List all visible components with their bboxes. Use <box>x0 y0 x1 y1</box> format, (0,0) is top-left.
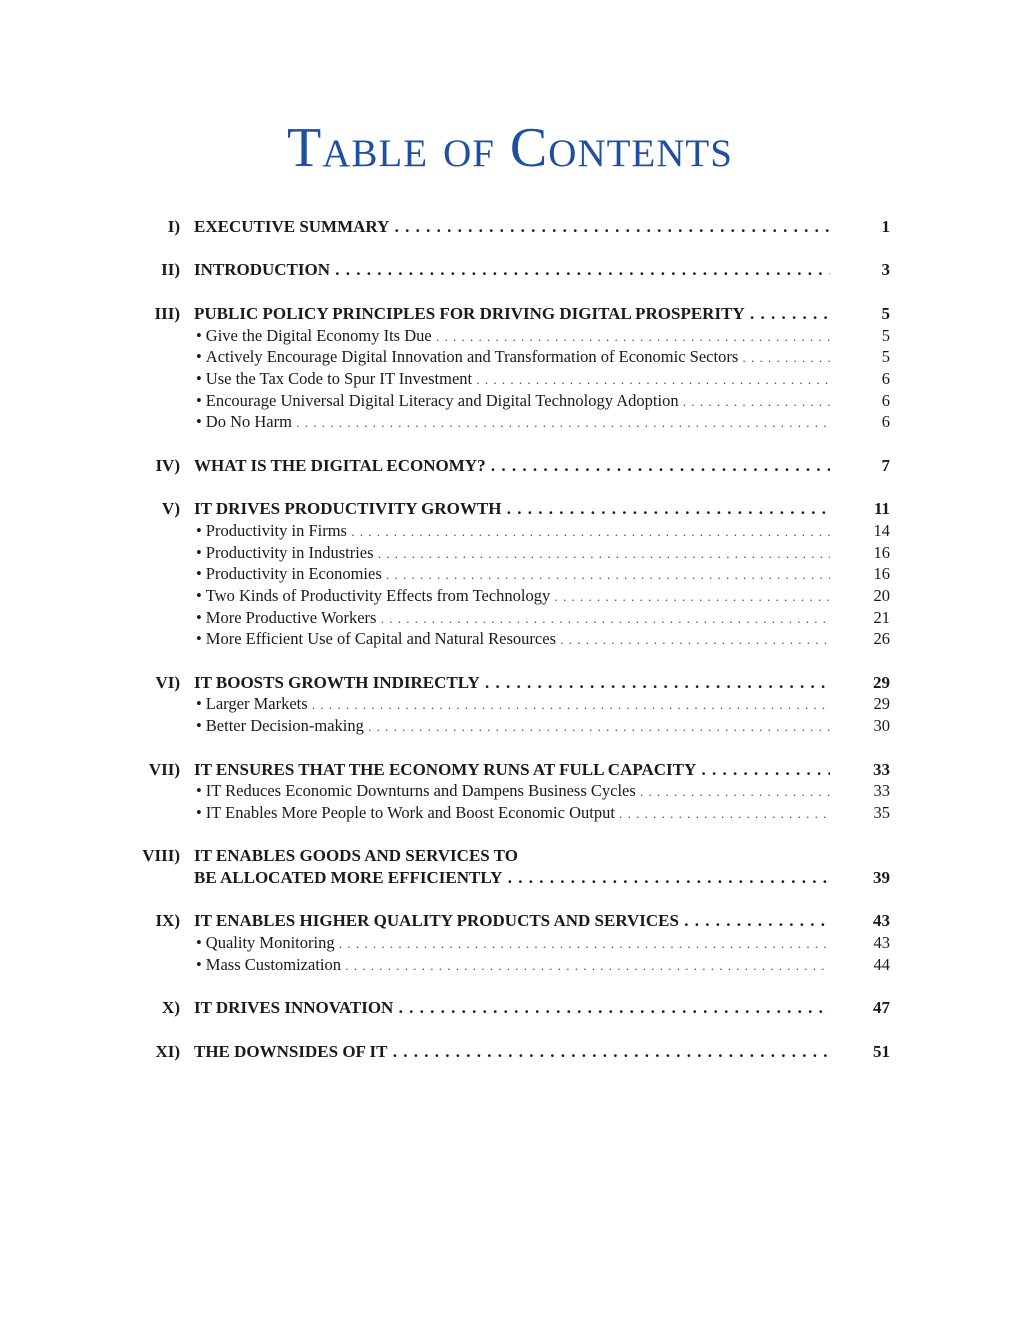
subentry-page-number: 6 <box>881 412 890 432</box>
subentry-page-number: 5 <box>881 347 890 367</box>
subentry-label: IT Reduces Economic Downturns and Dampens Business Cycles <box>205 781 636 801</box>
section-page-number: 1 <box>881 217 890 236</box>
subentry-page-number: 33 <box>873 781 890 801</box>
toc-subentry[interactable] <box>0 628 1020 650</box>
subentry-label: Use the Tax Code to Spur IT Investment <box>205 368 473 388</box>
subentry-title <box>196 520 830 543</box>
section-title <box>194 216 830 238</box>
toc-subentry[interactable] <box>0 954 1020 976</box>
bullet-icon: • <box>196 802 202 822</box>
section-label: INTRODUCTION <box>194 260 331 280</box>
section-number: VII) <box>148 759 180 779</box>
section-page-number: 47 <box>873 998 890 1018</box>
subentry-page-number: 5 <box>881 325 890 345</box>
toc-subentry[interactable] <box>0 585 1020 607</box>
subentry-title <box>196 563 830 586</box>
subentry-title <box>196 693 830 716</box>
toc-section[interactable] <box>0 455 1020 477</box>
subentry-title <box>196 954 830 977</box>
subentry-title <box>196 346 830 369</box>
section-label: IT ENABLES GOODS AND SERVICES TO <box>194 846 518 866</box>
toc-section[interactable] <box>0 1041 1020 1063</box>
section-page-number: 29 <box>873 672 890 692</box>
toc-section-continued[interactable] <box>0 867 1020 889</box>
subentry-label: Give the Digital Economy Its Due <box>205 325 432 345</box>
section-label: IT DRIVES PRODUCTIVITY GROWTH <box>194 499 502 519</box>
toc-subentry[interactable] <box>0 368 1020 390</box>
section-label: IT BOOSTS GROWTH INDIRECTLY <box>194 672 480 692</box>
bullet-icon: • <box>196 564 202 584</box>
section-number: V) <box>162 499 180 519</box>
section-number: VIII) <box>142 846 180 866</box>
leader-dots <box>388 1042 831 1061</box>
toc-subentry[interactable] <box>0 715 1020 737</box>
leader-dots <box>393 998 830 1017</box>
leader-dots <box>738 347 830 366</box>
subentry-page-number: 26 <box>873 629 890 649</box>
subentry-label: Productivity in Firms <box>205 520 347 540</box>
toc-section[interactable] <box>0 303 1020 325</box>
leader-dots <box>347 521 830 540</box>
leader-dots <box>389 217 830 236</box>
section-title <box>194 845 830 867</box>
section-page-number: 7 <box>881 455 890 475</box>
section-label: IT DRIVES INNOVATION <box>194 998 394 1018</box>
subentry-label: Productivity in Industries <box>205 542 374 562</box>
subentry-title <box>196 628 830 651</box>
toc-subentry[interactable] <box>0 542 1020 564</box>
subentry-page-number: 20 <box>873 585 890 605</box>
subentry-page-number: 30 <box>873 716 890 736</box>
section-label: PUBLIC POLICY PRINCIPLES FOR DRIVING DIGITAL PROSPERITY <box>194 303 745 323</box>
leader-dots <box>679 391 830 410</box>
bullet-icon: • <box>196 585 202 605</box>
subentry-title <box>196 411 830 434</box>
section-label: WHAT IS THE DIGITAL ECONOMY? <box>194 455 486 475</box>
section-number: X) <box>162 998 180 1018</box>
section-title <box>194 997 830 1019</box>
subentry-title <box>196 390 830 413</box>
bullet-icon: • <box>196 933 202 953</box>
toc-section[interactable] <box>0 498 1020 520</box>
bullet-icon: • <box>196 368 202 388</box>
subentry-label: Better Decision-making <box>205 716 364 736</box>
leader-dots <box>696 760 830 779</box>
subentry-label: Mass Customization <box>205 954 341 974</box>
subentry-label: IT Enables More People to Work and Boost Economic Output <box>205 802 615 822</box>
leader-dots <box>382 564 830 583</box>
section-title <box>194 259 830 281</box>
toc-section[interactable] <box>0 672 1020 694</box>
section-label: IT ENABLES HIGHER QUALITY PRODUCTS AND SERVICES <box>194 911 679 931</box>
subentry-label: Do No Harm <box>205 412 292 432</box>
subentry-page-number: 6 <box>881 368 890 388</box>
leader-dots <box>501 499 830 518</box>
bullet-icon: • <box>196 390 202 410</box>
section-title <box>194 455 830 477</box>
toc-section[interactable] <box>0 910 1020 932</box>
subentry-label: Larger Markets <box>205 694 308 714</box>
leader-dots <box>472 369 830 388</box>
section-title <box>194 672 830 694</box>
subentry-page-number: 16 <box>873 564 890 584</box>
section-number: XI) <box>155 1041 180 1061</box>
leader-dots <box>679 911 830 930</box>
subentry-page-number: 43 <box>873 933 890 953</box>
bullet-icon: • <box>196 629 202 649</box>
subentry-page-number: 35 <box>873 802 890 822</box>
leader-dots <box>550 586 830 605</box>
toc-subentry[interactable] <box>0 607 1020 629</box>
section-page-number: 3 <box>881 260 890 280</box>
section-page-number: 33 <box>873 759 890 779</box>
bullet-icon: • <box>196 954 202 974</box>
section-number: II) <box>161 260 180 280</box>
toc-subentry[interactable] <box>0 932 1020 954</box>
section-number: IV) <box>155 455 180 475</box>
bullet-icon: • <box>196 325 202 345</box>
section-page-number: 43 <box>873 911 890 931</box>
page-title: Table of Contents <box>287 117 733 179</box>
toc-subentry[interactable] <box>0 325 1020 347</box>
section-title <box>194 303 830 325</box>
leader-dots <box>636 781 830 800</box>
leader-dots <box>502 868 830 887</box>
subentry-title <box>196 715 830 738</box>
section-title <box>194 1041 830 1063</box>
section-label: EXECUTIVE SUMMARY <box>194 217 390 236</box>
toc-subentry[interactable] <box>0 802 1020 824</box>
toc-section[interactable] <box>0 759 1020 781</box>
toc-subentry[interactable] <box>0 346 1020 368</box>
subentry-title <box>196 585 830 608</box>
leader-dots <box>486 456 830 475</box>
bullet-icon: • <box>196 412 202 432</box>
leader-dots <box>308 694 830 713</box>
subentry-title <box>196 780 830 803</box>
leader-dots <box>374 543 830 562</box>
subentry-page-number: 21 <box>873 607 890 627</box>
bullet-icon: • <box>196 607 202 627</box>
section-label: IT ENSURES THAT THE ECONOMY RUNS AT FULL CAPACITY <box>194 759 697 779</box>
toc-subentry[interactable] <box>0 563 1020 585</box>
toc-subentry[interactable] <box>0 780 1020 802</box>
toc-subentry[interactable] <box>0 390 1020 412</box>
section-page-number: 39 <box>873 868 890 887</box>
bullet-icon: • <box>196 347 202 367</box>
section-number: I) <box>167 217 180 236</box>
section-page-number: 51 <box>873 1041 890 1061</box>
bullet-icon: • <box>196 716 202 736</box>
toc-subentry[interactable] <box>0 411 1020 433</box>
subentry-page-number: 6 <box>881 390 890 410</box>
section-page-number: 5 <box>881 303 890 323</box>
subentry-title <box>196 802 830 825</box>
leader-dots <box>556 629 830 648</box>
leader-dots <box>335 933 830 952</box>
subentry-label: Encourage Universal Digital Literacy and Digital Technology Adoption <box>205 390 679 410</box>
leader-dots <box>364 716 830 735</box>
toc-section[interactable] <box>0 845 1020 867</box>
leader-dots <box>292 412 830 431</box>
subentry-title <box>196 607 830 630</box>
subentry-title <box>196 325 830 348</box>
subentry-label: Actively Encourage Digital Innovation and Transformation of Economic Sectors <box>205 347 739 367</box>
subentry-page-number: 29 <box>873 694 890 714</box>
toc-subentry[interactable] <box>0 693 1020 715</box>
toc-section[interactable] <box>0 216 1020 238</box>
subentry-page-number: 14 <box>873 520 890 540</box>
section-number: III) <box>154 303 180 323</box>
bullet-icon: • <box>196 694 202 714</box>
subentry-title <box>196 368 830 391</box>
subentry-label: More Productive Workers <box>205 607 377 627</box>
toc-section[interactable] <box>0 259 1020 281</box>
section-label: THE DOWNSIDES OF IT <box>194 1041 388 1061</box>
leader-dots <box>376 608 830 627</box>
section-title <box>194 498 830 520</box>
section-number: VI) <box>155 672 180 692</box>
subentry-label: Productivity in Economies <box>205 564 382 584</box>
subentry-page-number: 44 <box>873 954 890 974</box>
section-title-line2 <box>194 867 830 889</box>
leader-dots <box>432 326 830 345</box>
leader-dots <box>330 260 830 279</box>
bullet-icon: • <box>196 542 202 562</box>
section-title <box>194 759 830 781</box>
subentry-title <box>196 932 830 955</box>
subentry-title <box>196 542 830 565</box>
leader-dots <box>341 955 830 974</box>
subentry-page-number: 16 <box>873 542 890 562</box>
section-number: IX) <box>155 911 180 931</box>
leader-dots <box>615 803 830 822</box>
subentry-label: More Efficient Use of Capital and Natural Resources <box>205 629 556 649</box>
subentry-label: Two Kinds of Productivity Effects from Technology <box>205 585 551 605</box>
leader-dots <box>480 673 830 692</box>
subentry-label: Quality Monitoring <box>205 933 335 953</box>
toc-section[interactable] <box>0 997 1020 1019</box>
bullet-icon: • <box>196 781 202 801</box>
section-page-number: 11 <box>873 499 890 519</box>
section-label-line2: BE ALLOCATED MORE EFFICIENTLY <box>194 868 503 887</box>
bullet-icon: • <box>196 520 202 540</box>
section-title <box>194 910 830 932</box>
toc-subentry[interactable] <box>0 520 1020 542</box>
leader-dots <box>745 304 830 323</box>
